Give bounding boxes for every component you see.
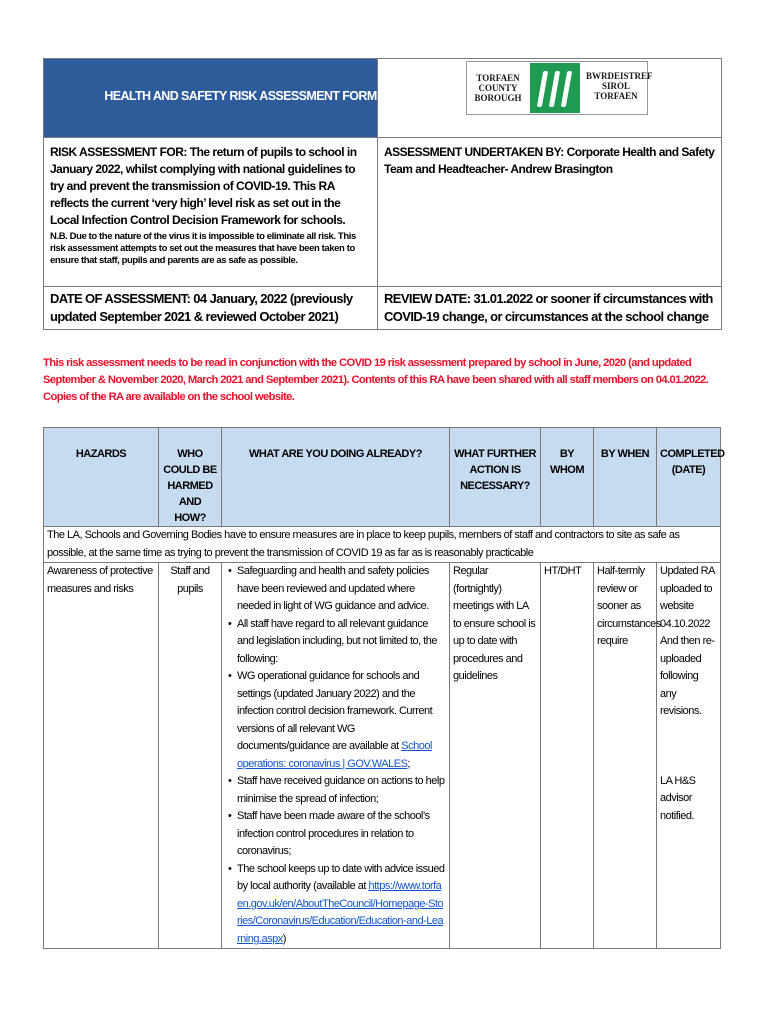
who-harmed-cell: Staff and pupils [159,563,222,949]
measures-list [225,563,446,948]
table-row [44,563,721,949]
list-item: • Staff have received guidance on actions to help minimise the spread of infection; [237,773,446,808]
date-of-assessment-cell [44,287,378,330]
logo-text-welsh: BWRDEISTREF SIROL TORFAEN [586,71,653,101]
col-by-when: BY WHEN [594,428,657,527]
torfaen-link[interactable]: https://www.torfaen.gov.uk/en/AboutTheCouncil/Homepage-Stories/Coronavirus/Education/Education-and-Learning.aspx [237,880,444,945]
assessment-undertaken-by: ASSESSMENT UNDERTAKEN BY: Corporate Health and Safety Team and Headteacher- Andrew Brasington [384,145,715,176]
date-of-assessment: DATE OF ASSESSMENT: 04 January, 2022 (previously updated September 2021 & reviewed October 2021) [50,291,353,324]
table-header-row [44,428,721,527]
intro-text: The LA, Schools and Governing Bodies have to ensure measures are in place to keep pupils, members of staff and contractors to site as safe as possible, at the same time as trying to prevent the transmission of COVID 19 as far as is reasonably practicable [44,527,721,563]
list-item: • Safeguarding and health and safety policies have been reviewed and updated where needed in light of WG guidance and advice. [237,563,446,616]
logo-emblem-icon [530,63,580,113]
review-date-cell [378,287,722,330]
by-whom-cell: HT/DHT [541,563,594,949]
review-date: REVIEW DATE: 31.01.2022 or sooner if circumstances with COVID-19 change, or circumstances at the school change [384,291,713,324]
doing-already-cell [222,563,450,949]
col-hazards: HAZARDS [44,428,159,527]
header-table [43,58,722,330]
risk-assessment-for: RISK ASSESSMENT FOR: The return of pupils to school in January 2022, whilst complying with national guidelines to try and prevent the transmission of COVID-19. This RA reflects the current ‘very high’ level risk as set out in the Local Infection Control Decision Framework for schools. [50,145,357,227]
council-logo [378,59,721,137]
completed-note: Updated RA uploaded to website 04.10.2022 And then re-uploaded following any revisions. [660,565,715,717]
hazard-cell: Awareness of protective measures and risks [44,563,159,949]
logo-cell [378,59,722,138]
title-cell [44,59,378,138]
intro-row [44,527,721,563]
col-completed: COMPLETED (DATE) [657,428,721,527]
assessment-undertaken-by-cell [378,138,722,287]
col-doing-already: WHAT ARE YOU DOING ALREADY? [222,428,450,527]
risk-table [43,427,725,949]
list-item: • All staff have regard to all relevant guidance and legislation including, but not limited to, the following: [237,616,446,669]
risk-assessment-for-cell [44,138,378,287]
advisor-note: LA H&S advisor notified. [660,774,696,822]
form-title: HEALTH AND SAFETY RISK ASSESSMENT FORM [104,89,377,103]
nb-note: N.B. Due to the nature of the virus it is impossible to eliminate all risk. This risk assessment attempts to set out the measures that have been taken to ensure that staff, pupils and parents are as safe as possible. [50,231,356,266]
list-item: • Staff have been made aware of the school’s infection control procedures in relation to coronavirus; [237,808,446,861]
read-in-conjunction-note: This risk assessment needs to be read in conjunction with the COVID 19 risk assessment prepared by school in June, 2020 (and updated September & November 2020, March 2021 and September 2021). Contents of this RA have been shared with all staff members on 04.01.2022. Copies of the RA are available on the school website. [43,357,709,403]
further-action-cell: Regular (fortnightly) meetings with LA to ensure school is up to date with procedures and guidelines [450,563,541,949]
list-item: • WG operational guidance for schools and settings (updated January 2022) and the infection control decision framework. Current versions of all relevant WG documents/guidance are available at School operations: coronavirus | GOV.WALES; [237,668,446,773]
logo-text-english: TORFAEN COUNTY BOROUGH [474,73,522,103]
by-when-cell: Half-termly review or sooner as circumstances require [594,563,657,949]
list-item: • The school keeps up to date with advice issued by local authority (available at https://www.torfaen.gov.uk/en/AboutTheCouncil/Homepage-Stories/Coronavirus/Education/Education-and-Learning.aspx) [237,861,446,949]
col-further-action: WHAT FURTHER ACTION IS NECESSARY? [450,428,541,527]
col-by-whom: BY WHOM [541,428,594,527]
col-who-harmed: WHO COULD BE HARMED AND HOW? [159,428,222,527]
completed-cell [657,563,721,949]
gov-wales-link[interactable]: School operations: coronavirus | GOV.WALES [237,740,432,770]
